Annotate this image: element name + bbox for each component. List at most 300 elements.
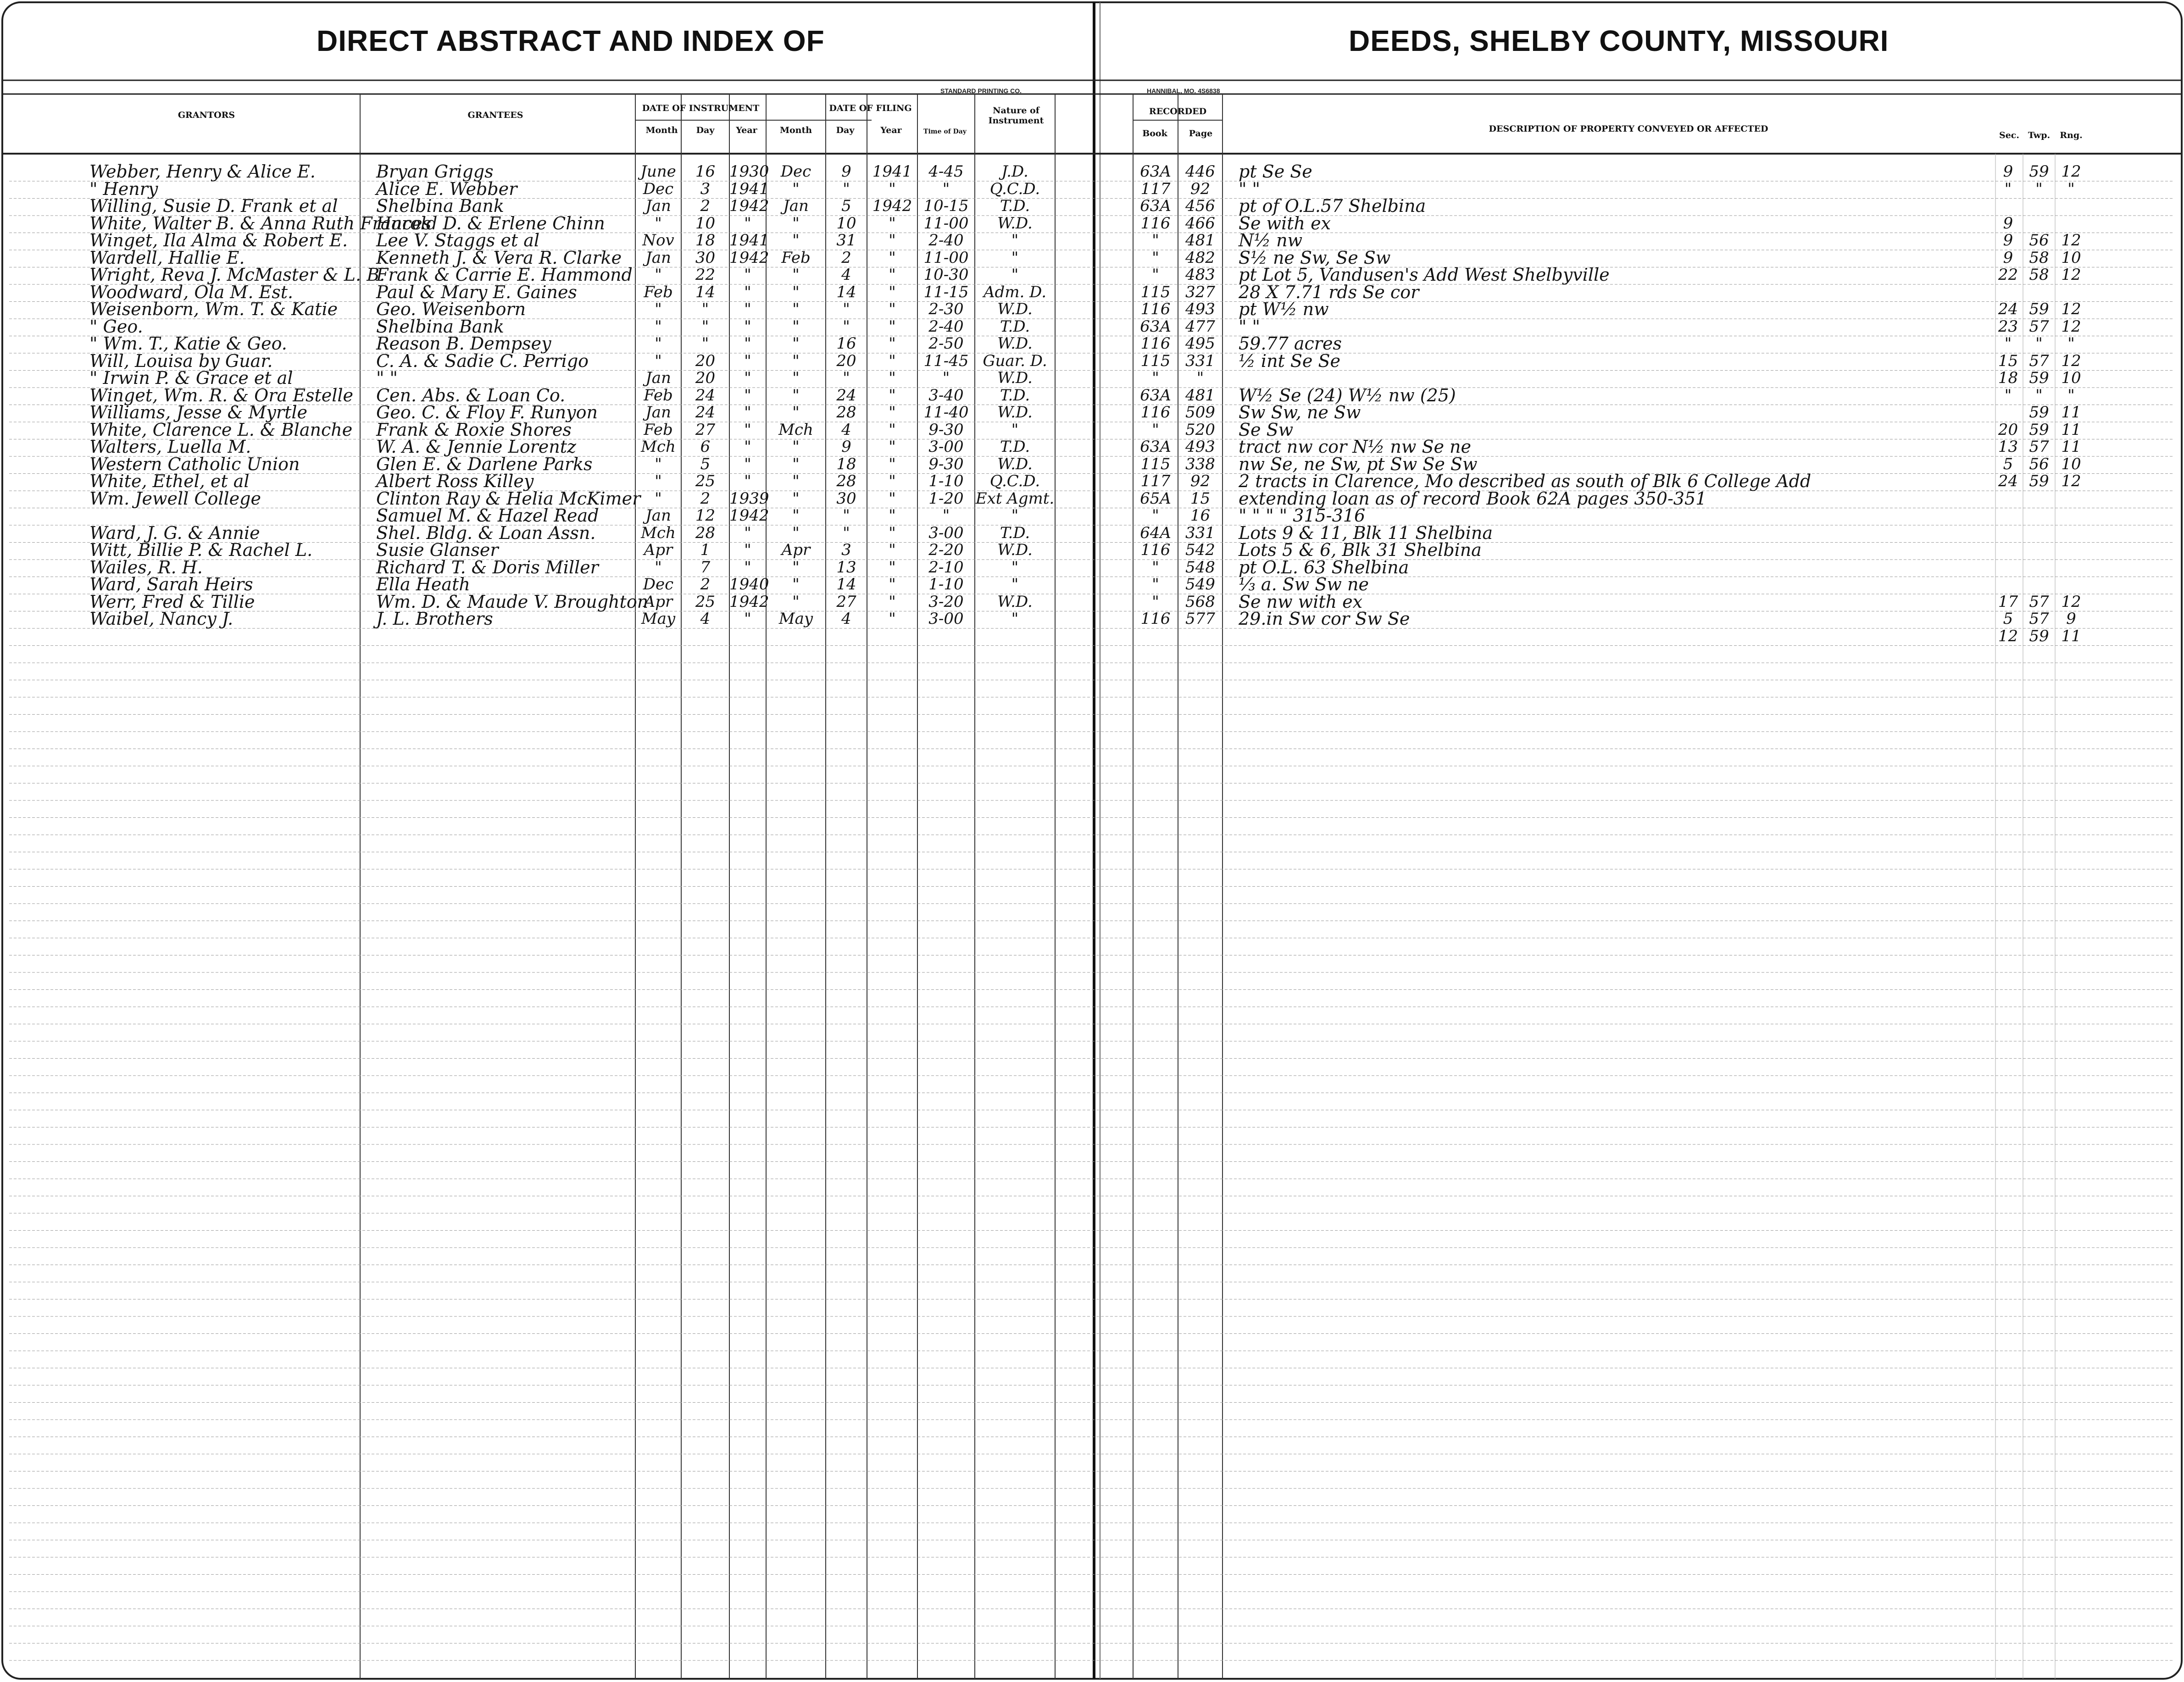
entry-im: Jan [645, 403, 671, 422]
entry-im: Feb [644, 386, 673, 405]
entry-grantor: Witt, Billie P. & Rachel L. [89, 540, 313, 560]
entry-page: 495 [1185, 334, 1215, 353]
entry-nat: " [1011, 575, 1019, 594]
entry-page: 520 [1185, 420, 1215, 439]
entry-fd: 28 [836, 472, 856, 490]
header-fil-month: Month [779, 125, 812, 135]
entry-sec: 9 [2003, 162, 2013, 181]
entry-page: 92 [1190, 472, 1211, 490]
entry-grantee: Susie Glanser [376, 540, 499, 560]
entry-iy: 1942 [729, 248, 769, 267]
entry-fd: 16 [836, 334, 856, 353]
entry-sec: 5 [2003, 610, 2013, 628]
entry-iy: 1942 [729, 197, 769, 215]
entry-grantor: Wm. Jewell College [89, 488, 261, 509]
entry-fy: " [889, 179, 896, 198]
entry-rng: 10 [2061, 369, 2081, 387]
header-inst-month: Month [645, 125, 678, 135]
entry-desc: extending loan as of record Book 62A pages 350-351 [1239, 488, 1707, 509]
entry-page: 477 [1185, 317, 1215, 336]
entry-grantee: Ella Heath [376, 574, 470, 594]
entry-iy: " [744, 420, 751, 439]
entry-im: Nov [642, 231, 674, 250]
entry-grantor: White, Ethel, et al [89, 471, 250, 491]
entry-iy: " [744, 438, 751, 456]
entry-twp: 59 [2029, 369, 2049, 387]
entry-im: " [655, 266, 662, 284]
entry-twp: " [2035, 386, 2043, 405]
entry-id: 28 [695, 523, 716, 542]
entry-id: 5 [700, 455, 711, 473]
entry-sec: 23 [1998, 317, 2018, 336]
entry-im: Jan [645, 369, 671, 387]
entry-fm: " [792, 558, 800, 577]
entry-desc: W½ Se (24) W½ nw (25) [1239, 385, 1456, 405]
entry-desc: Se Sw [1239, 419, 1294, 440]
entry-book: 116 [1140, 541, 1171, 559]
entry-fd: 28 [836, 403, 856, 422]
printer-imprint-right: HANNIBAL, MO. 4S6838 [1147, 87, 1220, 94]
entry-sec: " [2004, 334, 2012, 353]
entry-page: " [1196, 369, 1204, 387]
entry-grantor: " Wm. T., Katie & Geo. [89, 333, 287, 354]
entry-iy: " [744, 558, 751, 577]
entry-book: " [1152, 231, 1159, 250]
entry-rng: 12 [2061, 317, 2081, 336]
entry-grantor: Williams, Jesse & Myrtle [89, 402, 307, 422]
entry-page: 446 [1185, 162, 1215, 181]
entry-fm: " [792, 592, 800, 611]
entry-grantor: Western Catholic Union [89, 454, 300, 474]
entry-fy: " [889, 455, 896, 473]
entry-fy: " [889, 300, 896, 318]
entry-sec: 18 [1998, 369, 2018, 387]
entry-desc: tract nw cor N½ nw Se ne [1239, 437, 1472, 457]
entry-fy: " [889, 420, 896, 439]
entry-desc: ⅓ a. Sw Sw ne [1239, 574, 1369, 594]
entry-grantor: Will, Louisa by Guar. [89, 350, 273, 371]
entry-grantee: Alice E. Webber [376, 178, 517, 199]
entry-id: 14 [695, 283, 716, 301]
entry-grantor: Webber, Henry & Alice E. [89, 161, 316, 182]
entry-grantor: Winget, Wm. R. & Ora Estelle [89, 385, 354, 405]
entry-grantee: Paul & Mary E. Gaines [376, 282, 577, 302]
entry-twp: 57 [2029, 438, 2049, 456]
entry-rng: 12 [2061, 231, 2081, 250]
entry-fm: Dec [780, 162, 811, 181]
entry-page: 456 [1185, 197, 1215, 215]
entry-iy: " [744, 455, 751, 473]
entry-page: 577 [1185, 610, 1215, 628]
entry-grantee: Wm. D. & Maude V. Broughton [376, 591, 649, 612]
entry-fy: " [889, 541, 896, 559]
entry-fy: " [889, 523, 896, 542]
entry-grantee: Samuel M. & Hazel Read [376, 505, 599, 526]
entry-nat: T.D. [1000, 438, 1030, 456]
entry-ft: 2-40 [928, 231, 964, 250]
entry-nat: W.D. [997, 214, 1033, 233]
entry-fd: 4 [841, 266, 851, 284]
entry-grantee: Frank & Carrie E. Hammond [376, 265, 633, 285]
entry-grantee: Shelbina Bank [376, 316, 504, 337]
entry-desc: pt Se Se [1239, 161, 1312, 182]
header-rng: Rng. [2060, 130, 2083, 140]
entry-twp: 56 [2029, 455, 2049, 473]
entry-im: " [655, 558, 662, 577]
entry-fd: 9 [841, 162, 851, 181]
entry-nat: T.D. [1000, 523, 1030, 542]
entry-fm: " [792, 300, 800, 318]
entry-nat: Q.C.D. [989, 472, 1040, 490]
entry-grantee: Cen. Abs. & Loan Co. [376, 385, 566, 405]
entry-grantee: Richard T. & Doris Miller [376, 557, 599, 577]
entry-twp: 57 [2029, 317, 2049, 336]
entry-twp: 56 [2029, 231, 2049, 250]
entry-fd: 30 [836, 489, 856, 508]
entry-fm: " [792, 575, 800, 594]
entry-page: 327 [1185, 283, 1215, 301]
entry-ft: 3-40 [928, 386, 964, 405]
entry-grantor: Willing, Susie D. Frank et al [89, 196, 338, 216]
entry-ft: 11-45 [923, 351, 969, 370]
entry-grantee: Clinton Ray & Helia McKimer [376, 488, 641, 509]
entry-im: " [655, 351, 662, 370]
entry-grantee: Bryan Griggs [376, 161, 494, 182]
entry-desc: Lots 9 & 11, Blk 11 Shelbina [1239, 522, 1493, 543]
entry-book: 116 [1140, 300, 1171, 318]
entry-fy: " [889, 403, 896, 422]
entry-fm: " [792, 214, 800, 233]
entry-twp: 59 [2029, 403, 2049, 422]
entry-fy: " [889, 506, 896, 525]
entry-grantor: White, Clarence L. & Blanche [89, 419, 353, 440]
entry-sec: 15 [1998, 351, 2018, 370]
entry-page: 92 [1190, 179, 1211, 198]
entry-fy: " [889, 369, 896, 387]
header-date-instrument: DATE OF INSTRUMENT [642, 103, 760, 113]
entry-iy: " [744, 472, 751, 490]
entry-sec: 9 [2003, 214, 2013, 233]
entry-book: 115 [1140, 351, 1171, 370]
entry-sec: 17 [1998, 592, 2018, 611]
entry-im: " [655, 300, 662, 318]
header-twp: Twp. [2028, 130, 2051, 140]
entry-sec: 9 [2003, 248, 2013, 267]
entry-twp: " [2035, 334, 2043, 353]
entry-rng: 11 [2061, 403, 2081, 422]
entry-book: " [1152, 369, 1159, 387]
entry-ft: 11-00 [923, 214, 969, 233]
header-sec: Sec. [1999, 130, 2019, 140]
entry-fm: " [792, 317, 800, 336]
entry-id: 25 [695, 472, 716, 490]
entry-id: 4 [700, 610, 711, 628]
entry-ft: 3-00 [928, 610, 964, 628]
entry-iy: " [744, 300, 751, 318]
entry-book: 63A [1140, 197, 1171, 215]
entry-ft: " [942, 506, 950, 525]
entry-page: 493 [1185, 300, 1215, 318]
entry-page: 509 [1185, 403, 1215, 422]
entry-book: 115 [1140, 283, 1171, 301]
entry-nat: J.D. [1001, 162, 1028, 181]
entry-ft: 2-10 [928, 558, 964, 577]
entry-fy: " [889, 248, 896, 267]
entry-grantor: Wailes, R. H. [89, 557, 203, 577]
entry-iy: " [744, 403, 751, 422]
entry-rng: 10 [2061, 455, 2081, 473]
entry-iy: " [744, 369, 751, 387]
header-inst-year: Year [736, 125, 757, 135]
entry-page: 338 [1185, 455, 1215, 473]
entry-fd: " [843, 300, 850, 318]
entry-ft: 10-30 [923, 266, 969, 284]
entry-nat: " [1011, 266, 1019, 284]
entry-sec: 20 [1998, 420, 2018, 439]
entry-fm: Mch [778, 420, 813, 439]
entry-sec: 24 [1998, 472, 2018, 490]
header-date-filing: DATE OF FILING [829, 103, 912, 113]
entry-rng: 12 [2061, 592, 2081, 611]
entry-fm: " [792, 523, 800, 542]
entry-id: 7 [700, 558, 711, 577]
entry-page: 568 [1185, 592, 1215, 611]
entry-grantee: Frank & Roxie Shores [376, 419, 572, 440]
left-page-title: DIRECT ABSTRACT AND INDEX OF [317, 24, 825, 57]
entry-nat: " [1011, 506, 1019, 525]
entry-sec: 22 [1998, 266, 2018, 284]
entry-desc: nw Se, ne Sw, pt Sw Se Sw [1239, 454, 1478, 474]
header-time-of-day: Time of Day [923, 128, 967, 135]
entry-rng: 11 [2061, 438, 2081, 456]
entry-desc: " " [1239, 178, 1261, 199]
entry-id: 1 [700, 541, 711, 559]
entry-grantor: Ward, J. G. & Annie [89, 522, 260, 543]
entry-nat: Q.C.D. [989, 179, 1040, 198]
entry-fm: " [792, 283, 800, 301]
entry-iy: 1941 [729, 231, 769, 250]
entry-sec: 9 [2003, 231, 2013, 250]
entry-desc: Se with ex [1239, 213, 1331, 233]
entry-rng: 12 [2061, 266, 2081, 284]
entry-im: " [655, 455, 662, 473]
entry-ft: 1-20 [928, 489, 964, 508]
entry-page: 493 [1185, 438, 1215, 456]
entry-fd: " [843, 317, 850, 336]
header-grantors: GRANTORS [178, 110, 235, 120]
entry-ft: " [942, 369, 950, 387]
entry-im: " [655, 489, 662, 508]
entry-ft: 3-00 [928, 523, 964, 542]
entry-twp: 58 [2029, 266, 2049, 284]
entry-fy: " [889, 351, 896, 370]
entry-fy: " [889, 592, 896, 611]
printer-imprint: STANDARD PRINTING CO. [940, 87, 1022, 94]
entry-book: 116 [1140, 403, 1171, 422]
header-book: Book [1142, 128, 1167, 139]
entry-grantor: Winget, Ila Alma & Robert E. [89, 230, 348, 250]
entry-desc: N½ nw [1239, 230, 1303, 250]
entry-fd: 9 [841, 438, 851, 456]
entry-sec: " [2004, 386, 2012, 405]
entry-book: 115 [1140, 455, 1171, 473]
entry-book: " [1152, 592, 1159, 611]
header-nature: Nature of Instrument [988, 105, 1044, 126]
entry-fd: 27 [836, 592, 856, 611]
entry-grantee: Lee V. Staggs et al [376, 230, 540, 250]
entry-fd: " [843, 369, 850, 387]
entry-grantee: Harold D. & Erlene Chinn [376, 213, 605, 233]
entry-nat: " [1011, 248, 1019, 267]
entry-id: " [701, 334, 709, 353]
entry-grantee: Geo. C. & Floy F. Runyon [376, 402, 598, 422]
entry-grantor: Woodward, Ola M. Est. [89, 282, 294, 302]
entry-desc: 59.77 acres [1239, 333, 1342, 354]
margin-note-twp: 59 [2029, 627, 2049, 645]
entry-id: " [701, 317, 709, 336]
entry-grantor: Waibel, Nancy J. [89, 609, 233, 629]
entry-ft: " [942, 179, 950, 198]
entry-id: 27 [695, 420, 716, 439]
right-page-title: DEEDS, SHELBY COUNTY, MISSOURI [1349, 24, 1889, 57]
entry-twp: 58 [2029, 248, 2049, 267]
header-grantees: GRANTEES [467, 110, 523, 120]
entry-twp: 57 [2029, 351, 2049, 370]
entry-fy: " [889, 472, 896, 490]
entry-iy: " [744, 283, 751, 301]
entry-fy: " [889, 283, 896, 301]
entry-ft: 9-30 [928, 455, 964, 473]
entry-ft: 2-20 [928, 541, 964, 559]
entry-grantor: " Henry [89, 178, 158, 199]
entry-book: 117 [1140, 472, 1171, 490]
entry-nat: W.D. [997, 403, 1033, 422]
entry-id: 20 [695, 351, 716, 370]
entry-book: " [1152, 506, 1159, 525]
entry-rng: 11 [2061, 420, 2081, 439]
entry-grantee: C. A. & Sadie C. Perrigo [376, 350, 589, 371]
entry-book: " [1152, 420, 1159, 439]
entry-book: " [1152, 266, 1159, 284]
entry-fm: " [792, 455, 800, 473]
entry-im: " [655, 214, 662, 233]
entry-im: May [641, 610, 676, 628]
entry-iy: " [744, 386, 751, 405]
entry-twp: 59 [2029, 162, 2049, 181]
entry-desc: S½ ne Sw, Se Sw [1239, 247, 1391, 268]
entry-desc: 28 X 7.71 rds Se cor [1239, 282, 1419, 302]
entry-fd: 24 [836, 386, 856, 405]
entry-fd: 31 [836, 231, 856, 250]
entry-iy: 1939 [729, 489, 769, 508]
entry-page: 15 [1190, 489, 1211, 508]
entry-twp: " [2035, 179, 2043, 198]
entry-iy: " [744, 214, 751, 233]
entry-iy: " [744, 266, 751, 284]
entry-nat: Ext Agmt. [975, 489, 1055, 508]
entry-id: 12 [695, 506, 716, 525]
entry-fd: 4 [841, 610, 851, 628]
entry-fd: 14 [836, 575, 856, 594]
entry-im: Jan [645, 506, 671, 525]
entry-ft: 1-10 [928, 575, 964, 594]
entry-rng: 10 [2061, 248, 2081, 267]
entry-ft: 2-40 [928, 317, 964, 336]
header-fil-year: Year [880, 125, 902, 135]
entry-fd: " [843, 179, 850, 198]
entry-page: 466 [1185, 214, 1215, 233]
entry-fy: " [889, 558, 896, 577]
entry-fd: 2 [841, 248, 851, 267]
entry-grantee: Shel. Bldg. & Loan Assn. [376, 522, 596, 543]
entry-rng: 9 [2066, 610, 2076, 628]
entry-nat: " [1011, 420, 1019, 439]
entry-fy: " [889, 214, 896, 233]
entry-desc: " " " " 315-316 [1239, 505, 1366, 526]
entry-im: " [655, 472, 662, 490]
entry-ft: 3-20 [928, 592, 964, 611]
entry-fm: " [792, 179, 800, 198]
entry-book: 63A [1140, 438, 1171, 456]
entry-desc: 29.in Sw cor Sw Se [1239, 609, 1410, 629]
entry-iy: 1942 [729, 592, 769, 611]
entry-iy: " [744, 523, 751, 542]
entry-grantee: Albert Ross Killey [376, 471, 534, 491]
header-description: DESCRIPTION OF PROPERTY CONVEYED OR AFFECTED [1489, 124, 1768, 134]
entry-iy: 1940 [729, 575, 769, 594]
entry-fy: " [889, 266, 896, 284]
entry-desc: Se nw with ex [1239, 591, 1363, 612]
header-inst-day: Day [696, 125, 715, 135]
entry-grantor: Wardell, Hallie E. [89, 247, 245, 268]
entry-id: 2 [700, 489, 711, 508]
entry-book: 116 [1140, 334, 1171, 353]
entry-desc: Lots 5 & 6, Blk 31 Shelbina [1239, 540, 1482, 560]
entry-nat: " [1011, 231, 1019, 250]
entry-nat: W.D. [997, 300, 1033, 318]
entry-twp: 57 [2029, 610, 2049, 628]
entry-im: Mch [641, 438, 676, 456]
entry-rng: " [2067, 386, 2075, 405]
entry-ft: 2-50 [928, 334, 964, 353]
entry-twp: 57 [2029, 592, 2049, 611]
entry-twp: 59 [2029, 300, 2049, 318]
entry-iy: " [744, 351, 751, 370]
entry-id: 30 [695, 248, 716, 267]
entry-grantee: Glen E. & Darlene Parks [376, 454, 593, 474]
entry-grantor: " Geo. [89, 316, 143, 337]
entry-desc: pt W½ nw [1239, 299, 1329, 319]
header-recorded: RECORDED [1149, 106, 1207, 117]
entry-fm: " [792, 334, 800, 353]
entry-book: 116 [1140, 214, 1171, 233]
entry-fm: Feb [781, 248, 811, 267]
entry-nat: W.D. [997, 334, 1033, 353]
header-page: Page [1189, 128, 1213, 139]
entry-book: 117 [1140, 179, 1171, 198]
entry-fd: 18 [836, 455, 856, 473]
entry-fy: " [889, 231, 896, 250]
entry-fy: 1941 [872, 162, 912, 181]
entry-page: 548 [1185, 558, 1215, 577]
entry-book: 63A [1140, 162, 1171, 181]
entry-book: 64A [1140, 523, 1171, 542]
entry-page: 481 [1185, 386, 1215, 405]
entry-grantee: Geo. Weisenborn [376, 299, 526, 319]
entry-iy: " [744, 334, 751, 353]
entry-grantor: White, Walter B. & Anna Ruth Frances [89, 213, 432, 233]
entry-fd: 5 [841, 197, 851, 215]
